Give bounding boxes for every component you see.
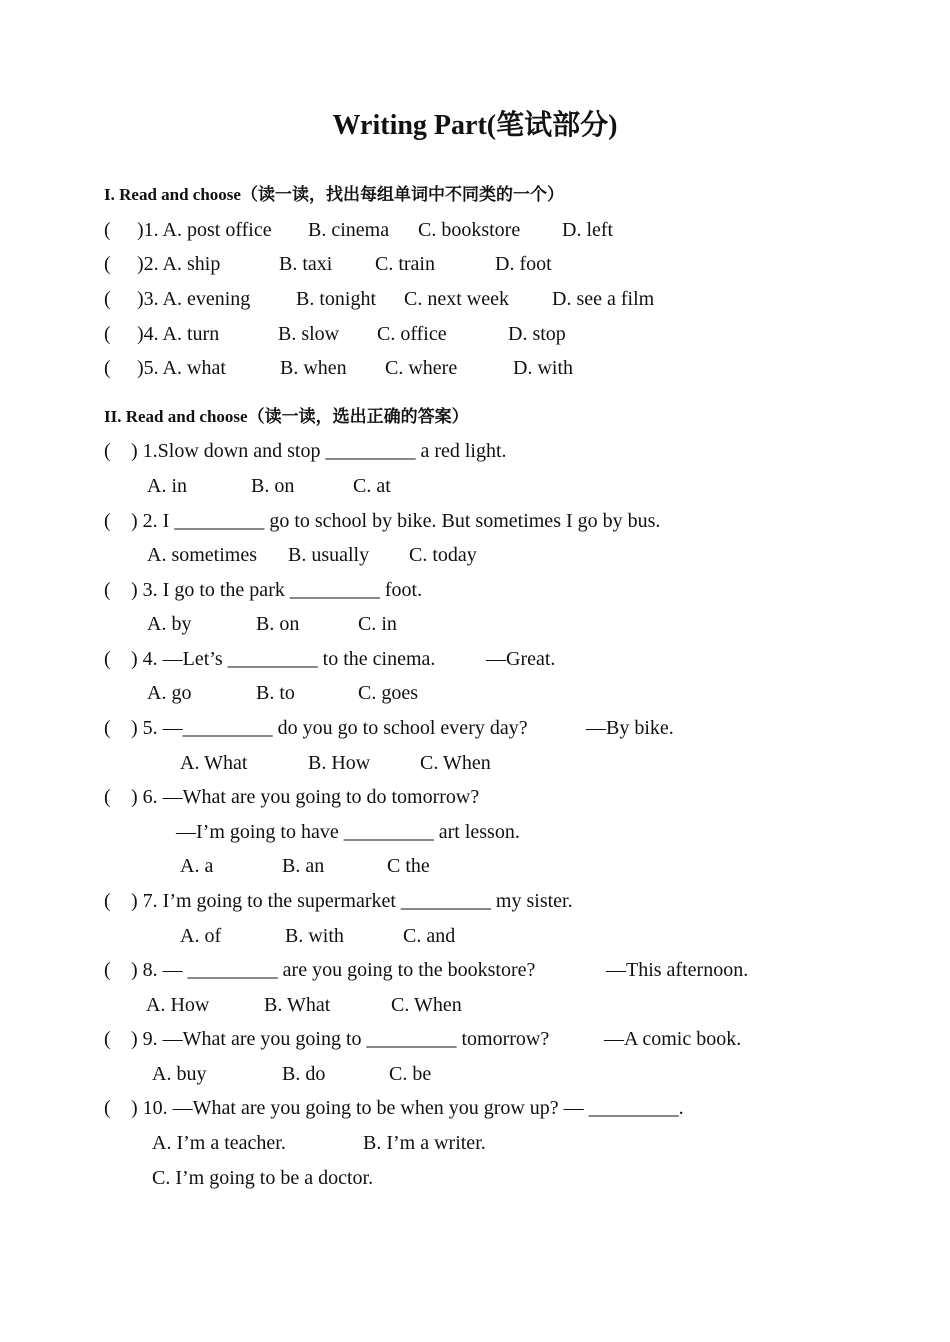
answer-paren: ( xyxy=(104,219,111,241)
question-text: ) 2. I _________ go to school by bike. But sometimes I go by bus. xyxy=(131,510,661,532)
option-a: )3. A. evening xyxy=(137,288,251,310)
option-b: B. usually xyxy=(288,544,370,566)
answer-paren: ( xyxy=(104,786,111,808)
s1-item-4 xyxy=(0,321,950,347)
option-b: B. slow xyxy=(278,323,340,345)
option-a: )2. A. ship xyxy=(137,253,221,275)
question-text: ) 10. —What are you going to be when you grow up? — _________. xyxy=(131,1097,684,1119)
answer-paren: ( xyxy=(104,648,111,670)
s1-item-1 xyxy=(0,217,950,243)
reply-text: —A comic book. xyxy=(604,1028,742,1050)
question-text: ) 4. —Let’s _________ to the cinema. xyxy=(131,648,436,670)
answer-paren: ( xyxy=(104,357,111,379)
q4-options xyxy=(0,680,950,706)
answer-paren: ( xyxy=(104,1097,111,1119)
option-a: A. in xyxy=(147,475,187,497)
q7-options xyxy=(0,923,950,949)
option-c: C. When xyxy=(420,752,491,774)
option-a: )1. A. post office xyxy=(137,219,272,241)
option-a: A. sometimes xyxy=(147,544,257,566)
option-b: B. on xyxy=(256,613,300,635)
q10-options-ab xyxy=(0,1130,950,1156)
option-d: D. foot xyxy=(495,253,552,275)
option-a: A. of xyxy=(180,925,222,947)
q2-options xyxy=(0,542,950,568)
s1-item-2 xyxy=(0,251,950,277)
s1-item-3 xyxy=(0,286,950,312)
option-c: C. goes xyxy=(358,682,418,704)
option-c: C. office xyxy=(377,323,447,345)
option-c: C. bookstore xyxy=(418,219,521,241)
option-b: B. to xyxy=(256,682,295,704)
option-b: B. do xyxy=(282,1063,326,1085)
q6-stem xyxy=(0,784,950,810)
option-b: B. taxi xyxy=(279,253,333,275)
q3-options xyxy=(0,611,950,637)
option-d: D. with xyxy=(513,357,573,379)
question-text: ) 8. — _________ are you going to the bookstore? xyxy=(131,959,536,981)
reply-text: —By bike. xyxy=(586,717,674,739)
q2-stem xyxy=(0,508,950,534)
option-c: C. next week xyxy=(404,288,509,310)
answer-paren: ( xyxy=(104,890,111,912)
answer-paren: ( xyxy=(104,1028,111,1050)
option-b: B. with xyxy=(285,925,344,947)
option-b: B. when xyxy=(280,357,347,379)
option-a: A. I’m a teacher. xyxy=(152,1132,286,1154)
question-text: ) 5. —_________ do you go to school every day? xyxy=(131,717,528,739)
reply-text: —Great. xyxy=(486,648,556,670)
answer-paren: ( xyxy=(104,959,111,981)
q10-options-c xyxy=(0,1165,950,1191)
answer-paren: ( xyxy=(104,717,111,739)
s1-item-5 xyxy=(0,355,950,381)
answer-paren: ( xyxy=(104,510,111,532)
option-a: A. What xyxy=(180,752,248,774)
q9-stem xyxy=(0,1026,950,1052)
option-c: C. be xyxy=(389,1063,432,1085)
option-c: C. When xyxy=(391,994,462,1016)
page-title: Writing Part(笔试部分) xyxy=(332,110,618,141)
option-d: D. see a film xyxy=(552,288,655,310)
option-d: D. stop xyxy=(508,323,566,345)
q1-options xyxy=(0,473,950,499)
q1-stem xyxy=(0,438,950,464)
option-a: A. buy xyxy=(152,1063,207,1085)
option-b: B. How xyxy=(308,752,371,774)
option-b: B. I’m a writer. xyxy=(363,1132,486,1154)
q5-stem xyxy=(0,715,950,741)
section1-heading: I. Read and choose（读一读，找出每组单词中不同类的一个） xyxy=(104,185,564,204)
q9-options xyxy=(0,1061,950,1087)
q7-stem xyxy=(0,888,950,914)
option-a: )4. A. turn xyxy=(137,323,220,345)
option-c: C. at xyxy=(353,475,391,497)
option-c: C. I’m going to be a doctor. xyxy=(152,1167,374,1189)
option-b: B. What xyxy=(264,994,331,1016)
option-c: C. train xyxy=(375,253,435,275)
q5-options xyxy=(0,750,950,776)
section2-heading: II. Read and choose（读一读，选出正确的答案） xyxy=(104,407,469,426)
answer-paren: ( xyxy=(104,288,111,310)
option-d: D. left xyxy=(562,219,614,241)
option-a: A. How xyxy=(146,994,210,1016)
q6-line2 xyxy=(0,819,950,845)
option-b: B. on xyxy=(251,475,295,497)
option-b: B. tonight xyxy=(296,288,377,310)
option-b: B. cinema xyxy=(308,219,390,241)
q8-options xyxy=(0,992,950,1018)
question-text: ) 9. —What are you going to _________ tomorrow? xyxy=(131,1028,550,1050)
question-text: ) 6. —What are you going to do tomorrow? xyxy=(131,786,480,808)
option-c: C. in xyxy=(358,613,397,635)
option-c: C the xyxy=(387,855,430,877)
option-b: B. an xyxy=(282,855,325,877)
question-text: ) 1.Slow down and stop _________ a red light. xyxy=(131,440,507,462)
q8-stem xyxy=(0,957,950,983)
q6-options xyxy=(0,853,950,879)
option-c: C. today xyxy=(409,544,477,566)
q3-stem xyxy=(0,577,950,603)
q10-stem xyxy=(0,1095,950,1121)
answer-paren: ( xyxy=(104,253,111,275)
question-text: ) 3. I go to the park _________ foot. xyxy=(131,579,423,601)
option-c: C. where xyxy=(385,357,458,379)
option-c: C. and xyxy=(403,925,456,947)
reply-text: —This afternoon. xyxy=(606,959,749,981)
question-text-line2: —I’m going to have _________ art lesson. xyxy=(176,821,520,843)
option-a: )5. A. what xyxy=(137,357,226,379)
option-a: A. by xyxy=(147,613,192,635)
answer-paren: ( xyxy=(104,440,111,462)
q4-stem xyxy=(0,646,950,672)
option-a: A. go xyxy=(147,682,192,704)
answer-paren: ( xyxy=(104,323,111,345)
question-text: ) 7. I’m going to the supermarket _________ my sister. xyxy=(131,890,573,912)
option-a: A. a xyxy=(180,855,214,877)
answer-paren: ( xyxy=(104,579,111,601)
